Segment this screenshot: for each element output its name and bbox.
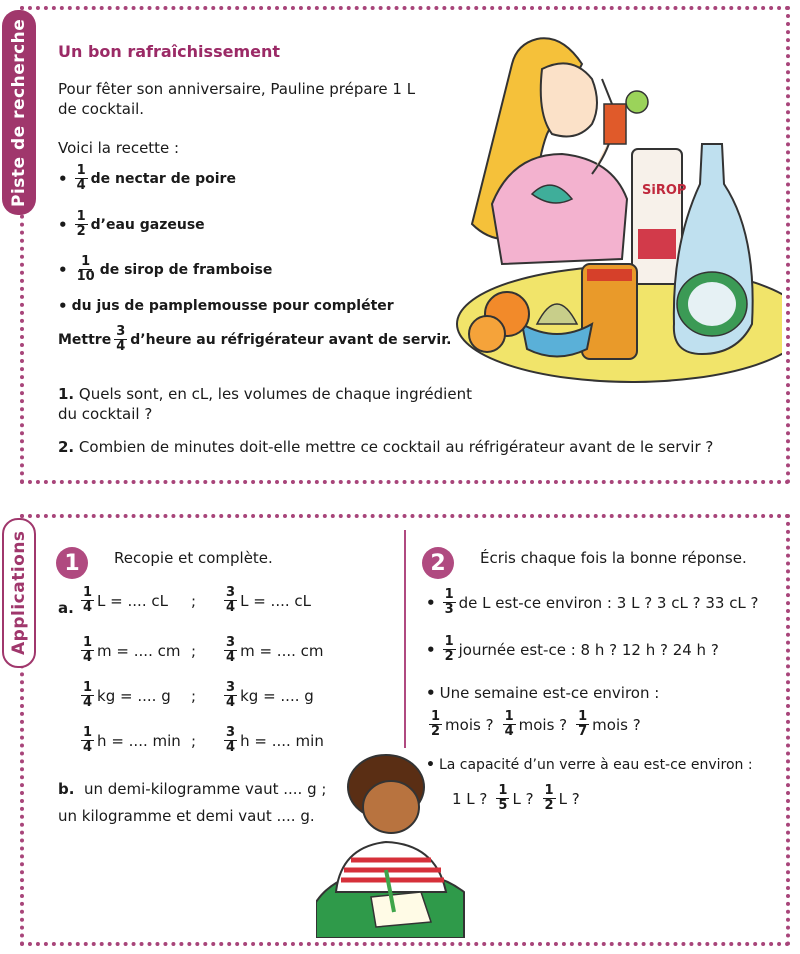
question-1-cont: du cocktail ? (58, 405, 153, 423)
fraction: $\frac{3}{4}$ (116, 324, 126, 354)
cocktail-illustration (452, 24, 782, 384)
fraction: $\frac{1}{2}$ (76, 209, 86, 239)
piste-tab: Piste de recherche (2, 10, 36, 215)
question-2: 2. Combien de minutes doit-elle mettre ce cocktail au réfrigérateur avant de le servir ? (58, 438, 714, 456)
part-a-label: a. (58, 599, 74, 617)
girl-face (541, 63, 597, 136)
part-b-line-2: un kilogramme et demi vaut .... g. (58, 807, 315, 825)
orange (469, 316, 505, 352)
boy-shirt (336, 842, 446, 892)
ingredient-4: • du jus de pamplemousse pour compléter (58, 297, 394, 315)
ingredient-2: • $\frac{1}{2}$ d’eau gazeuse (58, 209, 205, 239)
fridge-line: Mettre $\frac{3}{4}$ d’heure au réfrigérateur avant de servir. (58, 324, 452, 354)
ex2-line-3: • Une semaine est-ce environ : (426, 684, 660, 702)
conversion-row-4: $\frac{1}{4}$ h = .... min ; $\frac{3}{4}$ h = .... min (83, 725, 324, 755)
part-b: b. un demi-kilogramme vaut .... g ; (58, 780, 327, 798)
ingredient-1: • $\frac{1}{4}$ de nectar de poire (58, 163, 236, 193)
piste-intro-2: de cocktail. (58, 100, 145, 118)
conversion-row-2: $\frac{1}{4}$ m = .... cm ; $\frac{3}{4}$ m = .... cm (83, 635, 324, 665)
exercise-2-instruction: Écris chaque fois la bonne réponse. (480, 549, 747, 567)
fraction: $\frac{1}{10}$ (76, 254, 95, 284)
exercise-1-instruction: Recopie et complète. (114, 549, 273, 567)
recipe-heading: Voici la recette : (58, 139, 180, 157)
boy-face (363, 781, 419, 833)
ex2-line-1: • $\frac{1}{3}$ de L est-ce environ : 3 L ? 3 cL ? 33 cL ? (426, 587, 759, 617)
exercise-1-number: 1 (56, 547, 88, 579)
exercise-2-number: 2 (422, 547, 454, 579)
ex2-line-4-options: 1 L ? $\frac{1}{5}$ L ? $\frac{1}{2}$ L ? (452, 783, 580, 813)
boy-writing-illustration (316, 752, 466, 938)
ex2-line-2: • $\frac{1}{2}$ journée est-ce : 8 h ? 12 h ? 24 h ? (426, 634, 719, 664)
cocktail-glass (604, 104, 626, 144)
piste-title: Un bon rafraîchissement (58, 42, 280, 61)
ex2-line-4: • La capacité d’un verre à eau est-ce environ : (426, 757, 753, 773)
conversion-row-1: $\frac{1}{4}$ L = .... cL ; $\frac{3}{4}$ L = .... cL (83, 585, 311, 615)
column-divider (404, 530, 406, 748)
question-1: 1. Quels sont, en cL, les volumes de chaque ingrédient (58, 385, 472, 403)
fraction: $\frac{1}{4}$ (76, 163, 86, 193)
ex2-line-3-options: $\frac{1}{2}$ mois ? $\frac{1}{4}$ mois ? $\frac{1}{7}$ mois ? (431, 709, 641, 739)
ingredient-3: • $\frac{1}{10}$ de sirop de framboise (58, 254, 273, 284)
conversion-row-3: $\frac{1}{4}$ kg = .... g ; $\frac{3}{4}$ kg = .... g (83, 680, 314, 710)
applications-tab: Applications (2, 518, 36, 668)
syrup-label: SiROP (642, 183, 687, 198)
paper (371, 892, 431, 927)
piste-intro: Pour fêter son anniversaire, Pauline prépare 1 L (58, 80, 416, 98)
syrup-bottle (632, 149, 682, 284)
